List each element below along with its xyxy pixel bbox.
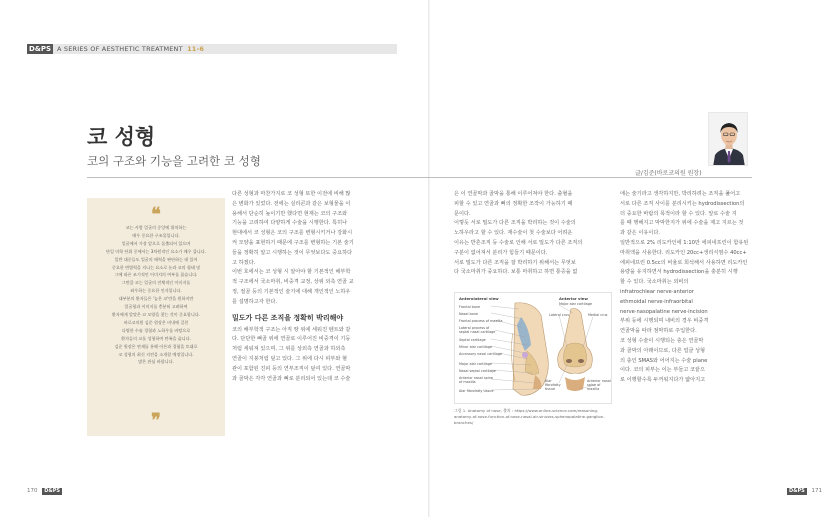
body-text-line: 구분이 없어져서 분리가 힘들기 때문이다. <box>454 249 548 256</box>
body-text-line: 현대에서 코 성형은 코의 구조를 변형시키거나 강화시 <box>232 230 353 237</box>
body-column-2 <box>454 190 589 278</box>
page-gutter <box>428 0 430 517</box>
body-text-line: 더 중요한 바람의 목적이라 할 수 있다. 앞로 수술 지 <box>620 210 737 217</box>
body-text-line: 용량을 유지하면서 hydrodissection을 충분히 시행 <box>620 269 738 276</box>
figure-label: Septal cartilage <box>459 338 486 342</box>
body-text-line: 다 국소마취가 중요하다. 보통 마취하고 하면 통증을 없 <box>454 269 578 276</box>
close-quote-icon: ❞ <box>151 410 161 431</box>
quote-line: 그만큼 코는 얼굴의 전체적인 이미지를 <box>121 280 191 286</box>
body-text-line: 노하우라고 할 수 있다. 재수술이 첫 수술보다 어려운 <box>454 230 573 237</box>
figure-label: Lateral process of septal nasal cartilage <box>459 326 496 334</box>
body-text-line: 를 때 행해지고 막막한지가 위에 수술을 제고 지르는 것 <box>620 220 744 227</box>
figure-label: Nasal bone <box>459 312 478 316</box>
quote-line: 환자들의 코를 성형하여 만족을 줍니다. <box>121 335 191 341</box>
quote-line: 환자에게 알맞은 코 모양을 찾는 것이 중요합니다. <box>111 311 201 317</box>
body-text-line: 부위 등에 시행되며 내비의 경우 비중격 <box>620 318 709 325</box>
body-text-line: 적 구조에서 국소마취, 비중격 교정, 상위 외측 연골 교 <box>232 279 354 286</box>
body-text-line: 은 변화가 있었다. 전에는 실리콘과 같은 보형물을 이 <box>232 200 351 207</box>
figure-label: Alar fibrofatty tissue <box>545 379 561 391</box>
body-text-line: 들을 정확히 알고 시행하는 것이 무엇보다도 중요하다 <box>232 249 353 256</box>
quote-line: 다양한 수술 경험과 노하우를 바탕으로 <box>121 327 191 333</box>
author-photo <box>708 112 748 166</box>
body-text-line: 에피네프린 0.5cc의 비율로 희석해서 사용하면 리도카인 <box>620 259 748 266</box>
body-text-line: 할 수 있다. 국소마취는 외비의 <box>620 279 689 286</box>
body-text-line: 마취액을 사용한다. 리도카인 20cc+생리식염수 40cc+ <box>620 249 747 256</box>
figure-label: Alar fibrofatty tissue <box>459 389 494 393</box>
figure-caption: 그림 1. Anatomy of nose, 출처 : https://www.online-science.com/reasoning-anatomy-of-nose-function-of-nose-nasal-air-sinuses-sphenopalatine-ganglion-branches/ <box>454 408 605 425</box>
body-text-line: 기능을 고려하여 다양하게 수술을 시행한다. 특히나 <box>232 220 348 227</box>
series-title <box>57 44 204 54</box>
figure-label: Anterior nasal spine of maxilla <box>459 376 493 384</box>
body-text-line: infratrochlear nerve·anterior <box>620 288 694 295</box>
body-text-line: 이번 호에서는 코 성형 시 알아야 할 기본적인 해부학 <box>232 269 351 276</box>
body-text-line: 서로 밀도가 다른 조직을 잘 박리하기 위해서는 무엇보 <box>454 259 576 266</box>
figure-label: Frontal process of maxilla <box>459 319 503 323</box>
quote-line: 코 성형의 최신 지견을 소개할 예정입니다. <box>118 351 194 357</box>
body-text-line: 의 층인 SMAS와 어어지는 수술 plane <box>620 357 708 364</box>
quote-line: 그에 따른 조기적인 이미지의 여부를 꼽습니다. <box>114 272 198 278</box>
body-text-line: 연골이 지붕처럼 덮고 있다. 그 위에 다시 피부와 혈 <box>232 355 348 362</box>
body-text-line: 서로 다른 조직 사이를 분리시키는 hydrodissection의 <box>620 200 745 207</box>
quote-line: 많은 관심 바랍니다. <box>138 359 174 365</box>
body-text-line: 이유는 반흔조직 등 수술로 인해 서로 밀도가 다른 조직의 <box>454 239 583 246</box>
body-text-line: 코의 해부학적 구조는 아직 땅 위에 세워진 텐트와 같 <box>232 326 351 333</box>
quote-line: 얼굴형과 이미지를 충분히 고려하여 <box>124 304 188 310</box>
body-text-line: 은 이 연골막과 골막을 통해 이루어져야 한다. 출혈을 <box>454 191 573 197</box>
body-text-line: 과 골막은 각각 연골과 뼈로 분리되어 있는데 코 수술 <box>232 375 351 382</box>
body-column-3 <box>620 190 752 386</box>
section-heading: 밀도가 다른 조직을 정확히 박리해야 <box>232 313 344 322</box>
series-issue: 11-6 <box>187 45 205 53</box>
article-title: 코 성형 <box>87 124 156 149</box>
quote-line: 김준 원장은 연재를 통해 이론과 경험을 토대로 <box>114 343 198 349</box>
body-text-line: 과 같은 이유이다. <box>620 230 661 237</box>
body-text-line: 문이다. <box>454 210 471 217</box>
figure-label: Medial crus <box>588 313 608 317</box>
body-text-line: 켜 모양을 표현하기 때문에 구조를 변형하는 기본 술기 <box>232 239 354 246</box>
footer-right <box>787 488 822 495</box>
body-text-line: 처럼 세워져 있으며, 그 위를 상외측 연골과 하외측 <box>232 346 346 353</box>
article-subtitle: 코의 구조와 기능을 고려한 코 성형 <box>87 154 261 168</box>
quote-line: 단일 미학 단위 중에서는 3차원적인 요소가 매우 큽니다. <box>105 248 206 254</box>
body-text-line: 일반적으로 2% 리도카인에 1:10만 에피네프린이 함유된 <box>620 239 749 246</box>
body-text-line: 다. 단단한 뼈골 위에 연골로 이루어진 비중격이 기둥 <box>232 336 351 343</box>
body-text-line: 고 하겠다. <box>232 259 256 266</box>
body-text-line: 피할 수 있고 연골과 뼈의 정확한 조작이 가능하기 때 <box>454 200 573 207</box>
quote-line: 코는 사람 얼굴의 중앙에 위치하는 <box>125 225 187 230</box>
body-column-1 <box>232 190 360 384</box>
body-text-line: 애는 술기라고 생각하지만, 박리하려는 조직을 풀어고 <box>620 191 741 197</box>
body-text-line: 코 성형 수술이 시행되는 층은 연골막 <box>620 337 704 344</box>
page-number-left: 170 <box>27 488 38 494</box>
quote-line: 일반 대중들도 얼굴의 매력을 판단하는 데 있어 <box>114 256 198 262</box>
body-text-line: 이렇듯 서로 밀도가 다른 조직을 박리하는 것이 수술의 <box>454 220 576 227</box>
body-text-line: nerve·nasopalatine nerve·incision <box>620 308 708 315</box>
figure-label: Lateral crus <box>549 313 570 317</box>
body-text-line: 관이 포함된 진피 등의 연부조직이 덮여 있다. 연골막 <box>232 365 351 372</box>
quote-line: 바로코의원 김준 원장은 비내에 걸친 <box>123 319 189 325</box>
footer-left <box>27 488 62 495</box>
body-text-line: 과 골막의 아래이므로, 다른 얼굴 성형 <box>620 347 706 354</box>
series-title-text: A SERIES OF AESTHETIC TREATMENT <box>57 45 183 53</box>
footer-logo-left: D&PS <box>44 488 61 494</box>
title-divider <box>87 177 752 178</box>
quote-line: 얼굴에서 가장 앞으로 돌출되어 있으며 <box>121 240 191 246</box>
body-text-line: 로 이행할수록 두꺼워지다가 얇아지고 <box>620 377 706 384</box>
page-number-right: 171 <box>811 488 823 494</box>
quote-line: 중요한 변별력을 지니는 요소로 눈과 코의 형태 및 <box>111 264 201 270</box>
open-quote-icon: ❝ <box>151 204 161 225</box>
figure-left-title: Anterolateral view <box>459 296 499 301</box>
quote-text <box>92 224 220 366</box>
nose-anatomy-figure <box>454 292 612 404</box>
intro-quote-box <box>87 198 225 436</box>
figure-label: Major alar cartilage <box>459 362 492 366</box>
footer-logo-right: D&PS <box>789 488 805 494</box>
body-text-line: 를 설명하고자 한다. <box>232 298 278 305</box>
quote-line: 매우 중요한 구조물입니다. <box>132 232 180 238</box>
figure-right-title: Anterior view <box>559 296 588 301</box>
body-text-line: 정, 절골 등의 기본적인 술기에 대해 개인적인 노하우 <box>232 288 351 295</box>
quote-line: 좌우하는 중요한 인자입니다. <box>130 288 182 294</box>
figure-label: Accessory nasal cartilage <box>459 352 503 356</box>
body-text-line: 용해서 단순히 높이기만 했다면 현재는 코의 구조와 <box>232 210 348 217</box>
author-credit: 글/김준(바로코의원 원장) <box>635 170 702 177</box>
figure-label: Major alar cartilage <box>559 302 592 306</box>
header-logo: D&PS <box>28 45 52 53</box>
figure-label: Nasal septal cartilage <box>459 369 496 373</box>
figure-label: Anterior nasal spine of maxilla <box>587 379 611 391</box>
figure-label: Frontal bone <box>459 305 481 309</box>
body-text-line: ethmoidal nerve·infraorbital <box>620 298 693 305</box>
body-text-line: 이다. 코의 피부는 이는 부들고 코끝으 <box>620 367 706 374</box>
figure-label: Minor alar cartilage <box>459 345 492 349</box>
body-text-line: 다른 성형과 마찬가지로 코 성형 또한 이전에 비해 많 <box>232 191 351 197</box>
body-text-line: 연골막을 따라 점막하로 주입한다. <box>620 328 697 335</box>
quote-line: 대부분의 환자들은 '높은 코'만을 원하지만 <box>118 296 194 302</box>
author-portrait-icon <box>709 113 748 166</box>
